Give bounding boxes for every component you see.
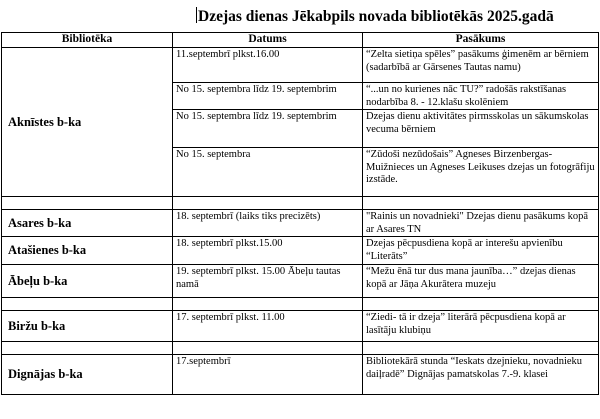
table-row (2, 265, 599, 298)
event-description: "Rainis un novadnieki" Dzejas dienu pasākums kopā ar Asares TN (363, 210, 599, 237)
table-row (2, 355, 599, 395)
events-table (1, 32, 599, 395)
event-description: Dzejas pēcpusdiena kopā ar interešu apvienību “Literāts” (363, 237, 599, 265)
header-library: Bibliotēka (2, 33, 173, 48)
library-name: Ābeļu b-ka (2, 265, 173, 298)
page-title: Dzejas dienas Jēkabpils novada bibliotēkās 2025.gadā (198, 8, 554, 25)
header-date: Datums (173, 33, 363, 48)
library-name: Aknīstes b-ka (2, 48, 173, 197)
event-date: 17.septembrī (173, 355, 363, 395)
event-description: “Mežu ēnā tur dus mana jaunība…” dzejas dienas kopā ar Jāņa Akurātera muzeju (363, 265, 599, 298)
table-header-row (2, 33, 599, 48)
table-row (2, 210, 599, 237)
event-description: “...un no kurienes nāc TU?” radošās rakstīšanas nodarbība 8. - 12.klašu skolēniem (363, 83, 599, 110)
event-description: “Zelta sietiņa spēles” pasākums ģimenēm ar bērniem (sadarbībā ar Gārsenes Tautas namu) (363, 48, 599, 83)
event-date: 18. septembrī (laiks tiks precizēts) (173, 210, 363, 237)
event-date: 19. septembrī plkst. 15.00 Ābeļu tautas namā (173, 265, 363, 298)
event-date: No 15. septembra (173, 148, 363, 197)
spacer-row (2, 197, 599, 210)
library-name: Dignājas b-ka (2, 355, 173, 395)
table-row (2, 311, 599, 342)
library-name: Atašienes b-ka (2, 237, 173, 265)
event-description: Bibliotekārā stunda “Ieskats dzejnieku, novadnieku daiļradē” Dignājas pamatskolas 7.-9. klasei (363, 355, 599, 395)
library-name: Asares b-ka (2, 210, 173, 237)
header-event: Pasākums (363, 33, 599, 48)
spacer-row (2, 298, 599, 311)
event-date: No 15. septembra līdz 19. septembrim (173, 83, 363, 110)
event-description: “Zūdoši nezūdošais” Agneses Birzenbergas-Muižnieces un Agneses Leikuses dzejas un fotogrāfiju izstāde. (363, 148, 599, 197)
event-date: 18. septembrī plkst.15.00 (173, 237, 363, 265)
table-row (2, 237, 599, 265)
spacer-row (2, 342, 599, 355)
event-description: Dzejas dienu aktivitātes pirmsskolas un sākumskolas vecuma bērniem (363, 110, 599, 148)
event-date: No 15. septembra līdz 19. septembrim (173, 110, 363, 148)
text-cursor (196, 7, 197, 23)
event-date: 17. septembrī plkst. 11.00 (173, 311, 363, 342)
library-name: Biržu b-ka (2, 311, 173, 342)
event-description: “Ziedi- tā ir dzeja” literārā pēcpusdiena kopā ar lasītāju klubiņu (363, 311, 599, 342)
table-row (2, 48, 599, 83)
event-date: 11.septembrī plkst.16.00 (173, 48, 363, 83)
